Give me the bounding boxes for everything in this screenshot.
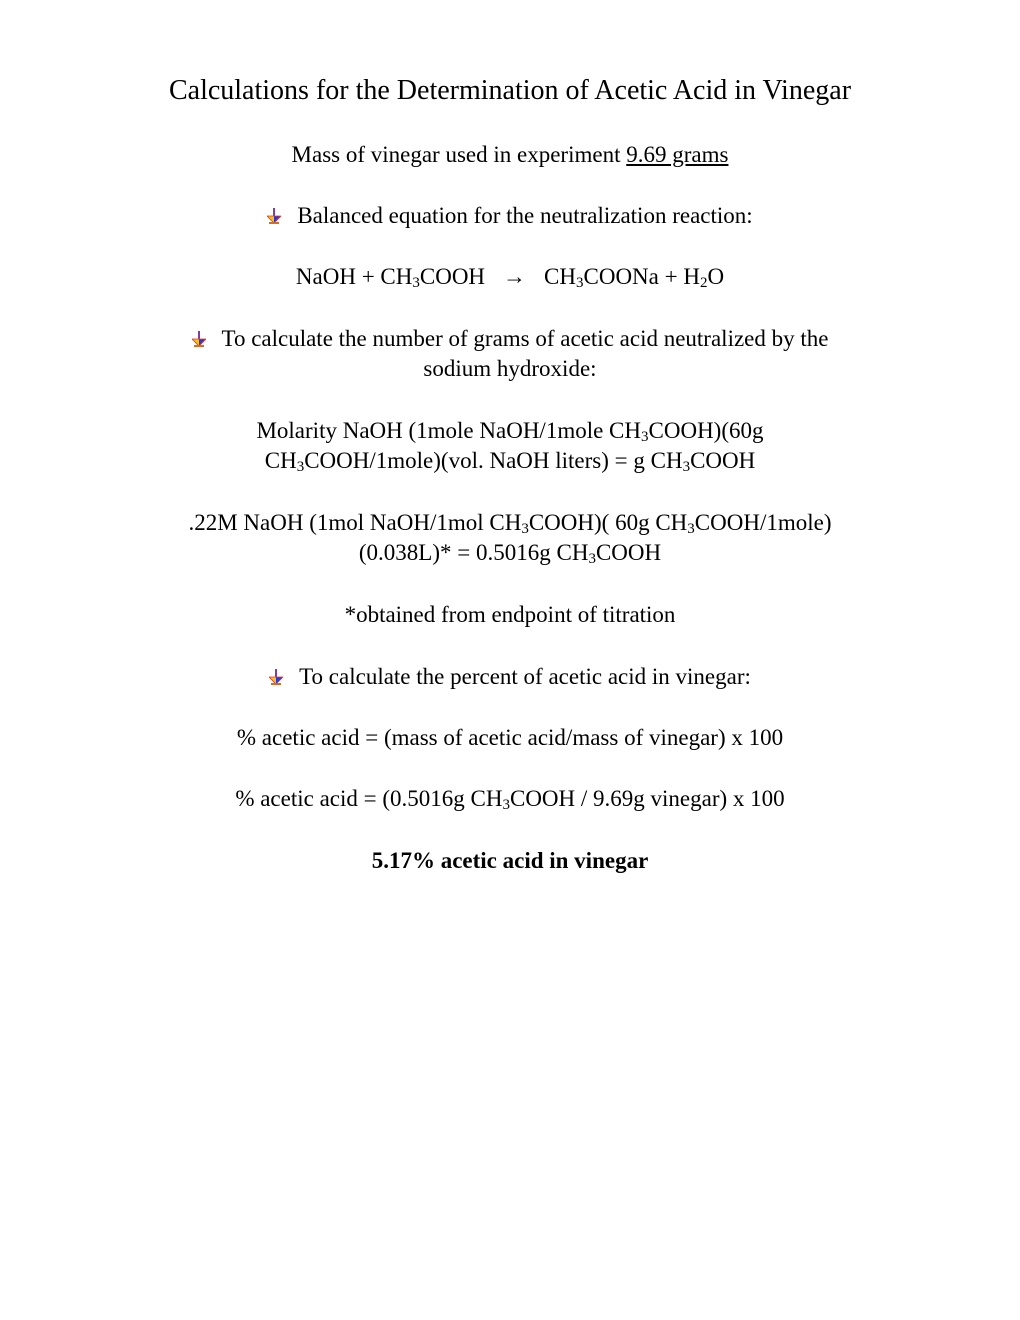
arrow-down-bullet-icon [269, 669, 283, 685]
mass-value: 9.69 grams [626, 142, 729, 167]
titration-footnote: *obtained from endpoint of titration [344, 602, 676, 627]
calc-sub: 3 [521, 521, 529, 537]
calc-sub: 3 [502, 797, 510, 813]
grams-calc-line2 [0, 538, 1020, 568]
formula-text: Molarity NaOH (1mole NaOH/1mole CH [256, 418, 642, 443]
eq-left-part: NaOH + CH [295, 264, 413, 289]
eq-sub: 2 [699, 275, 708, 291]
final-result: 5.17% acetic acid in vinegar [371, 848, 649, 873]
calc-text: COOH)( 60g CH [528, 510, 688, 535]
grams-heading-line1 [0, 324, 1020, 354]
percent-heading-line [0, 662, 1020, 692]
eq-left-part: COOH [419, 264, 486, 289]
calc-text: COOH / 9.69g vinegar) x 100 [509, 786, 785, 811]
formula-text: COOH/1mole)(vol. NaOH liters) = g CH [304, 448, 683, 473]
balanced-heading-line [0, 201, 1020, 231]
percent-heading: To calculate the percent of acetic acid in vinegar: [299, 664, 751, 689]
grams-formula-line2 [0, 446, 1020, 476]
calc-text: (0.038L)* = 0.5016g CH [358, 540, 589, 565]
calc-sub: 3 [687, 521, 695, 537]
percent-formula: % acetic acid = (mass of acetic acid/mass of vinegar) x 100 [236, 725, 784, 750]
calc-sub: 3 [588, 551, 596, 567]
formula-sub: 3 [296, 459, 305, 475]
formula-sub: 3 [682, 459, 691, 475]
arrow-down-bullet-icon [192, 331, 206, 347]
reaction-arrow: → [503, 264, 527, 289]
eq-sub: 3 [412, 275, 420, 291]
formula-text: CH [264, 448, 297, 473]
mass-line [0, 140, 1020, 170]
eq-sub: 3 [576, 275, 584, 291]
grams-heading-line2: sodium hydroxide: [423, 356, 597, 381]
formula-sub: 3 [641, 429, 649, 445]
arrow-down-bullet-icon [267, 208, 281, 224]
grams-calc-line1 [0, 508, 1020, 538]
grams-heading-text: To calculate the number of grams of acetic acid neutralized by the [221, 326, 829, 351]
balanced-heading: Balanced equation for the neutralization reaction: [297, 203, 753, 228]
calc-text: COOH [595, 540, 662, 565]
calc-text: % acetic acid = (0.5016g CH [235, 786, 503, 811]
eq-right-part: CH [544, 264, 576, 289]
eq-right-part: COONa + H [583, 264, 700, 289]
grams-formula-line1 [0, 416, 1020, 446]
formula-text: COOH)(60g [648, 418, 764, 443]
percent-calc [0, 784, 1020, 814]
mass-label: Mass of vinegar used in experiment [291, 142, 621, 167]
formula-text: COOH [690, 448, 756, 473]
calc-text: .22M NaOH (1mol NaOH/1mol CH [188, 510, 522, 535]
page-title: Calculations for the Determination of Acetic Acid in Vinegar [168, 75, 852, 106]
calc-text: COOH/1mole) [694, 510, 832, 535]
eq-right-part: O [707, 264, 725, 289]
balanced-equation [0, 262, 1020, 292]
